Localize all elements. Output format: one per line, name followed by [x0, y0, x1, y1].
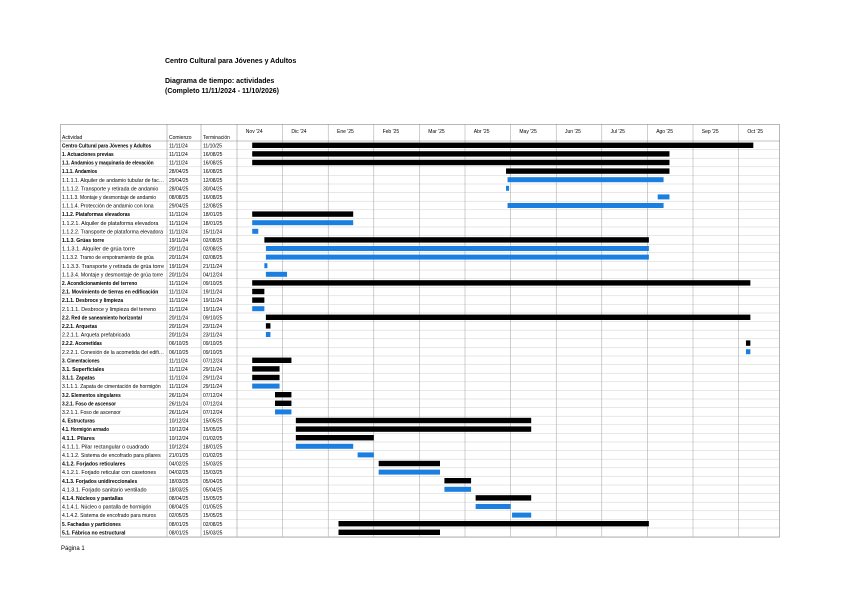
task-bar: [266, 255, 649, 260]
task-bar: [379, 470, 440, 475]
task-end: 16/08/25: [203, 152, 223, 158]
task-bar: [266, 332, 271, 337]
task-name: 3.2.1.1. Foso de ascensor: [62, 410, 122, 416]
task-name: 4.1.2.1. Forjado reticular con casetones: [62, 470, 157, 477]
task-end: 21/11/24: [203, 263, 223, 270]
task-end: 02/08/25: [203, 521, 223, 528]
task-name: 2.2.1. Arquetas: [62, 324, 98, 330]
task-end: 07/12/24: [203, 410, 223, 416]
task-name: 4.1.2. Forjados reticulares: [62, 461, 126, 468]
task-end: 15/03/25: [203, 530, 223, 537]
task-start: 02/05/25: [169, 513, 189, 520]
task-name: 3.2. Elementos singulares: [62, 392, 121, 399]
summary-bar: [296, 418, 531, 423]
month-label: Sep '25: [701, 129, 719, 135]
month-label: Oct '25: [747, 129, 764, 135]
task-start: 04/02/25: [169, 470, 189, 477]
task-name: Centro Cultural para Jóvenes y Adultos: [62, 143, 152, 150]
task-name: 2.2.2. Acometidas: [62, 341, 103, 348]
task-name: 4.1.1. Pilares: [62, 435, 96, 442]
task-start: 19/11/24: [169, 263, 189, 270]
task-name: 2.1. Movimiento de tierras en edificación: [62, 289, 159, 296]
summary-bar: [746, 340, 750, 345]
task-name: 1.1.2.2. Transporte de plataforma elevadora: [62, 229, 164, 236]
task-start: 08/01/25: [169, 521, 189, 528]
summary-bar: [252, 375, 279, 380]
summary-bar: [264, 237, 649, 242]
task-name: 3.1.1.1. Zapata de cimentación de hormigón: [62, 384, 161, 391]
task-start: 18/03/25: [169, 478, 189, 485]
task-name: 1.1.1.1. Alquiler de andamio tubular de fac…: [62, 177, 164, 184]
task-bar: [264, 263, 267, 268]
summary-bar: [252, 143, 753, 148]
task-start: 11/11/24: [169, 220, 188, 227]
task-end: 15/05/25: [203, 496, 223, 502]
task-start: 29/04/25: [169, 203, 189, 210]
task-start: 11/11/24: [169, 367, 188, 373]
task-bar: [658, 194, 670, 199]
summary-bar: [338, 530, 439, 535]
task-start: 11/11/24: [169, 375, 188, 382]
end-column-header: Terminación: [203, 135, 230, 141]
task-start: 11/11/24: [169, 160, 188, 167]
task-start: 08/08/25: [169, 195, 189, 201]
task-end: 29/11/24: [203, 375, 223, 382]
task-end: 09/10/25: [203, 315, 223, 322]
task-name: 1.1.3.2. Tramo de empotramiento de grúa: [62, 255, 154, 262]
task-name: 2.2.1.1. Arqueta prefabricada: [62, 332, 131, 339]
task-start: 20/11/24: [169, 255, 189, 262]
date-range: (Completo 11/11/2024 - 11/10/2026): [165, 88, 280, 95]
summary-bar: [275, 392, 291, 397]
summary-bar: [266, 315, 750, 320]
task-bar: [508, 203, 664, 208]
summary-bar: [275, 401, 291, 406]
task-end: 18/01/25: [203, 220, 223, 227]
task-bar: [508, 177, 664, 182]
start-column-header: Comienzo: [169, 135, 192, 141]
task-end: 16/08/25: [203, 169, 223, 176]
task-start: 11/11/24: [169, 358, 188, 365]
task-name: 4. Estructuras: [62, 418, 96, 425]
task-name: 3.1. Superficiales: [62, 367, 105, 373]
month-label: May '25: [519, 129, 537, 135]
summary-bar: [252, 358, 291, 363]
task-bar: [266, 246, 649, 251]
task-end: 18/01/25: [203, 212, 223, 219]
task-end: 16/08/25: [203, 195, 223, 201]
summary-bar: [252, 280, 750, 285]
task-name: 1.1.3.4. Montaje y desmontaje de grúa torre: [62, 272, 164, 279]
month-label: Jun '25: [565, 129, 581, 135]
task-start: 11/11/24: [169, 289, 188, 296]
task-name: 3.2.1. Foso de ascensor: [62, 401, 117, 408]
summary-bar: [379, 461, 440, 466]
month-label: Jul '25: [610, 129, 625, 135]
task-name: 4.1.3. Forjados unidireccionales: [62, 478, 138, 485]
task-end: 01/02/25: [203, 453, 223, 459]
task-end: 09/10/25: [203, 281, 223, 287]
task-start: 21/01/25: [169, 453, 189, 459]
summary-bar: [338, 521, 648, 526]
task-bar: [506, 186, 509, 191]
task-end: 01/05/25: [203, 504, 223, 511]
task-bar: [512, 513, 531, 518]
task-bar: [358, 452, 374, 457]
month-label: Feb '25: [382, 129, 400, 135]
task-name: 4.1.4.1. Núcleo o pantalla de hormigón: [62, 504, 152, 511]
task-end: 30/04/25: [203, 186, 223, 193]
task-end: 16/08/25: [203, 160, 223, 167]
task-start: 20/11/24: [169, 272, 189, 279]
task-start: 20/11/24: [169, 315, 189, 322]
task-name: 4.1.3.1. Forjado sanitario ventilado: [62, 487, 147, 494]
summary-bar: [266, 323, 271, 328]
task-start: 19/11/24: [169, 238, 189, 244]
task-end: 12/08/25: [203, 177, 223, 184]
task-name: 1. Actuaciones previas: [62, 152, 114, 158]
month-label: Ago '25: [656, 129, 674, 135]
task-name: 1.1.3.3. Transporte y retirada de grúa torre: [62, 263, 165, 270]
task-start: 08/04/25: [169, 496, 189, 502]
summary-bar: [252, 289, 264, 294]
task-name: 1.1.1. Andamios: [62, 169, 98, 176]
task-bar: [296, 444, 353, 449]
task-start: 28/04/25: [169, 169, 189, 176]
task-name: 2.1.1.1. Desbroce y limpieza del terreno: [62, 306, 157, 313]
task-start: 11/11/24: [169, 229, 188, 236]
task-end: 07/12/24: [203, 358, 223, 365]
task-name: 3. Cimentaciones: [62, 358, 100, 365]
task-start: 11/11/24: [169, 212, 188, 219]
task-name: 5.1. Fábrica no estructural: [62, 530, 127, 537]
task-start: 11/11/24: [169, 384, 188, 391]
summary-bar: [296, 435, 374, 440]
task-end: 23/11/24: [203, 324, 223, 330]
task-end: 11/10/25: [203, 143, 223, 150]
task-bar: [252, 384, 279, 389]
task-end: 12/08/25: [203, 203, 223, 210]
task-start: 06/10/25: [169, 349, 189, 356]
task-end: 18/01/25: [203, 444, 223, 451]
task-start: 04/02/25: [169, 461, 189, 468]
task-end: 09/10/25: [203, 349, 223, 356]
project-title: Centro Cultural para Jóvenes y Adultos: [165, 58, 297, 65]
task-start: 18/03/25: [169, 487, 189, 494]
task-start: 10/12/24: [169, 418, 189, 425]
task-name: 4.1. Hormigón armado: [62, 427, 109, 434]
task-start: 26/11/24: [169, 401, 189, 408]
task-end: 15/05/25: [203, 427, 223, 434]
task-name: 1.1.1.4. Protección de andamio con lona: [62, 203, 154, 210]
task-end: 02/08/25: [203, 238, 223, 244]
task-name: 5. Fachadas y particiones: [62, 521, 121, 528]
task-end: 15/11/24: [203, 229, 223, 236]
task-name: 1.1.2. Plataformas elevadoras: [62, 212, 131, 219]
month-label: Nov '24: [245, 129, 263, 135]
task-end: 07/12/24: [203, 392, 223, 399]
task-end: 02/08/25: [203, 255, 223, 262]
summary-bar: [476, 495, 532, 500]
task-start: 11/11/24: [169, 306, 188, 313]
summary-bar: [252, 151, 669, 156]
task-bar: [444, 487, 471, 492]
task-start: 10/12/24: [169, 444, 189, 451]
task-start: 11/11/24: [169, 298, 188, 305]
task-name: 1.1.3.1. Alquiler de grúa torre: [62, 246, 136, 253]
task-end: 05/04/25: [203, 478, 223, 485]
task-name: 2. Acondicionamiento del terreno: [62, 281, 138, 287]
task-end: 07/12/24: [203, 401, 223, 408]
task-end: 04/12/24: [203, 272, 223, 279]
task-bar: [275, 409, 291, 414]
task-start: 20/11/24: [169, 246, 189, 253]
task-end: 19/11/24: [203, 289, 223, 296]
task-name: 4.1.4.2. Sistema de encofrado para muros: [62, 513, 157, 520]
task-start: 26/11/24: [169, 392, 189, 399]
task-end: 09/10/25: [203, 341, 223, 348]
task-name: 4.1.1.1. Pilar rectangular o cuadrado: [62, 444, 150, 451]
summary-bar: [252, 297, 264, 302]
summary-bar: [252, 211, 353, 216]
task-end: 05/04/25: [203, 487, 223, 494]
diagram-subtitle: Diagrama de tiempo: actividades: [165, 78, 275, 85]
task-start: 06/10/25: [169, 341, 189, 348]
task-name: 4.1.4. Núcleos y pantallas: [62, 496, 124, 502]
task-start: 20/11/24: [169, 332, 189, 339]
task-start: 11/11/24: [169, 143, 188, 150]
task-name: 1.1.1.2. Transporte y retirada de andamio: [62, 186, 159, 193]
task-name: 2.2.2.1. Conexión de la acometida del edifi…: [62, 349, 164, 356]
summary-bar: [444, 478, 471, 483]
activity-column-header: Actividad: [62, 135, 83, 141]
task-start: 20/11/24: [169, 324, 189, 330]
task-end: 15/03/25: [203, 461, 223, 468]
task-bar: [252, 229, 258, 234]
task-name: 2.1.1. Desbroce y limpieza: [62, 298, 124, 305]
task-name: 2.2. Red de saneamiento horizontal: [62, 315, 143, 322]
task-name: 1.1.1.3. Montaje y desmontaje de andamio: [62, 195, 157, 201]
gantt-chart: [60, 124, 780, 546]
month-label: Dic '24: [291, 129, 307, 135]
task-end: 19/11/24: [203, 298, 223, 305]
task-end: 15/05/25: [203, 513, 223, 520]
task-start: 11/11/24: [169, 281, 188, 287]
task-end: 01/02/25: [203, 435, 223, 442]
task-end: 15/03/25: [203, 470, 223, 477]
task-start: 28/04/25: [169, 186, 189, 193]
task-end: 29/11/24: [203, 367, 223, 373]
task-bar: [252, 306, 264, 311]
task-bar: [266, 272, 287, 277]
task-name: 4.1.1.2. Sistema de encofrado para pilares: [62, 453, 162, 459]
summary-bar: [252, 366, 279, 371]
task-end: 19/11/24: [203, 306, 223, 313]
task-end: 23/11/24: [203, 332, 223, 339]
task-end: 15/05/25: [203, 418, 223, 425]
task-bar: [476, 504, 511, 509]
task-start: 10/12/24: [169, 427, 189, 434]
task-start: 10/12/24: [169, 435, 189, 442]
month-label: Mar '25: [428, 129, 445, 135]
task-name: 1.1. Andamios y maquinaria de elevación: [62, 160, 154, 167]
page-number: Página 1: [61, 546, 85, 552]
task-start: 26/11/24: [169, 410, 189, 416]
task-end: 29/11/24: [203, 384, 223, 391]
task-start: 11/11/24: [169, 152, 188, 158]
task-start: 29/04/25: [169, 177, 189, 184]
summary-bar: [252, 160, 669, 165]
month-label: Ene '25: [337, 129, 354, 135]
task-name: 1.1.3. Grúas torre: [62, 238, 105, 244]
task-end: 02/08/25: [203, 246, 223, 253]
task-name: 1.1.2.1. Alquiler de plataforma elevadora: [62, 220, 159, 227]
month-label: Abr '25: [473, 129, 490, 135]
task-start: 08/01/25: [169, 530, 189, 537]
summary-bar: [296, 426, 531, 431]
summary-bar: [506, 168, 669, 173]
task-bar: [746, 349, 750, 354]
task-start: 08/04/25: [169, 504, 189, 511]
task-name: 3.1.1. Zapatas: [62, 375, 96, 382]
task-bar: [252, 220, 353, 225]
